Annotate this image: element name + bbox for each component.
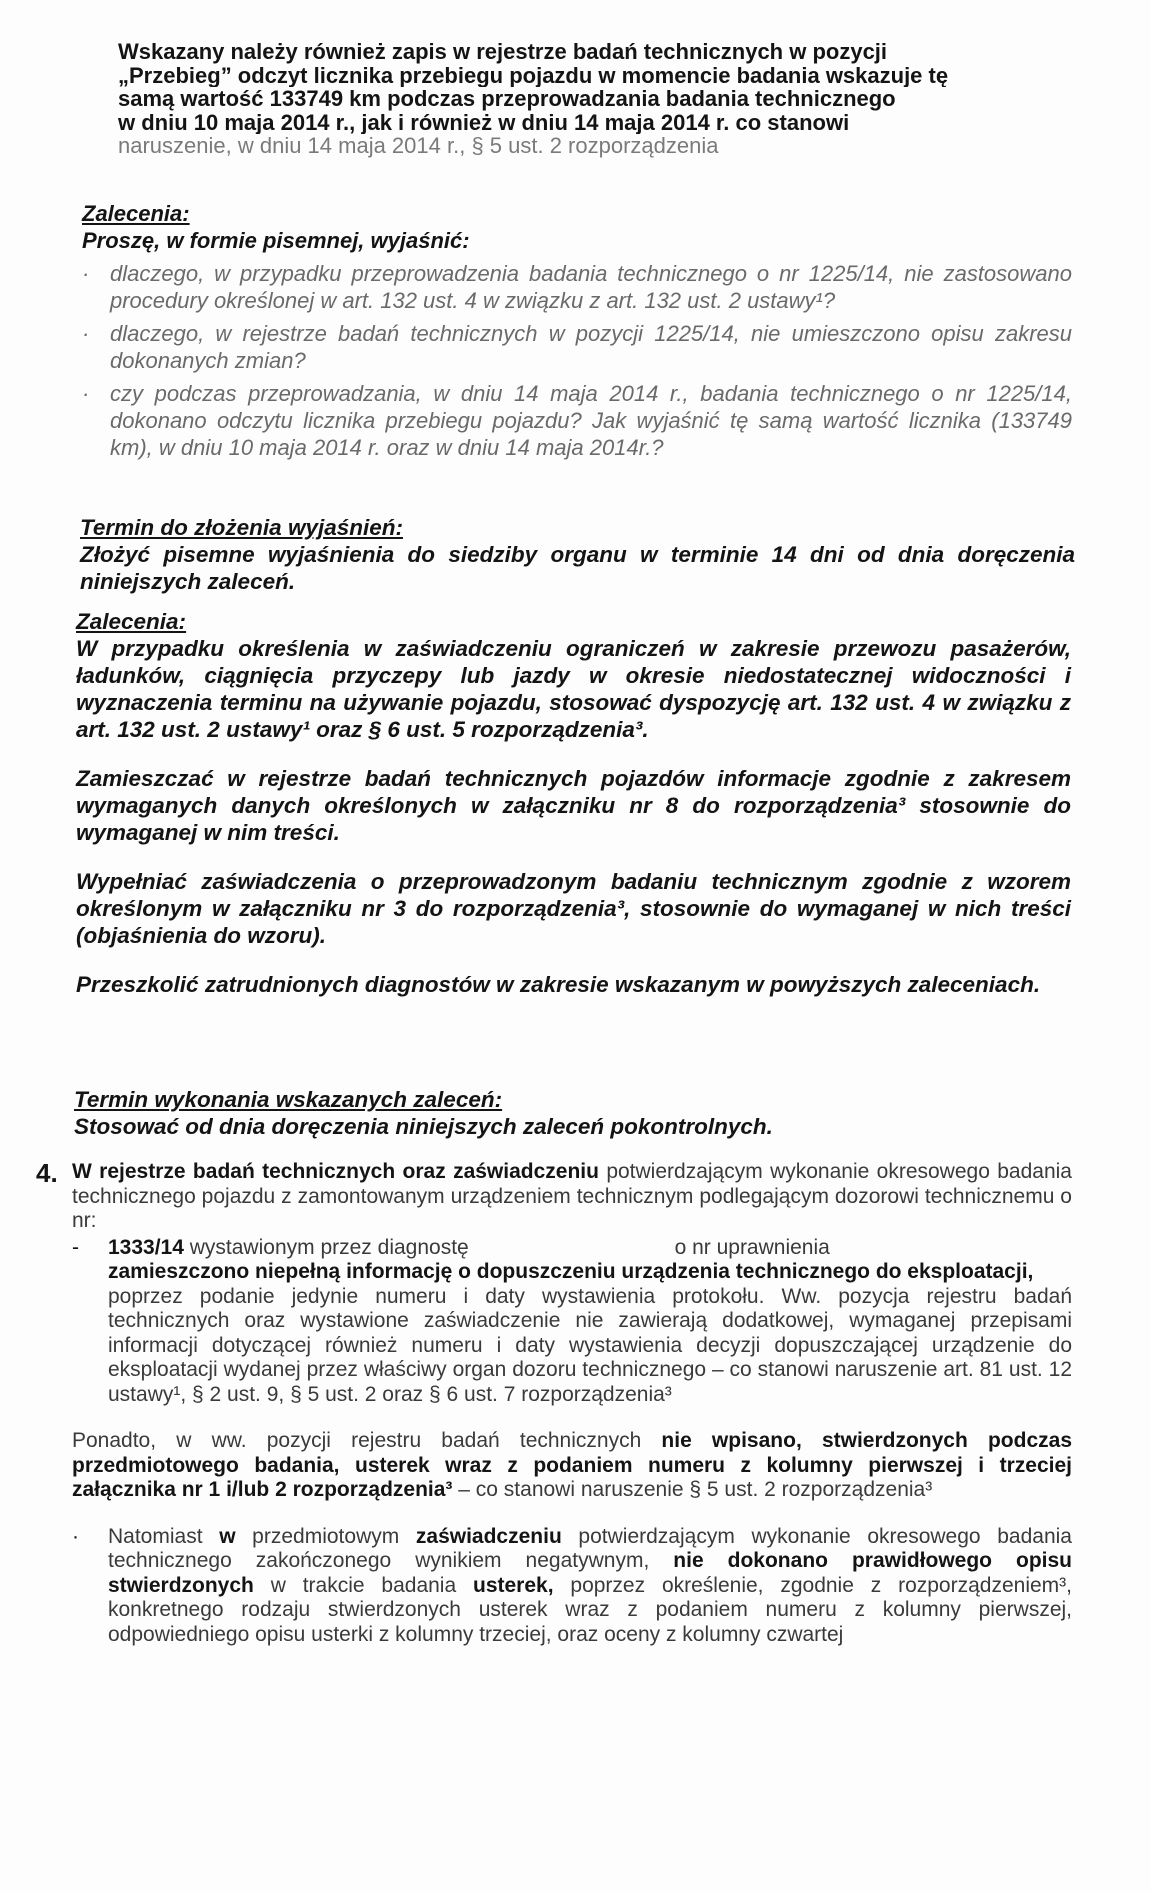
recommendations-1-intro: Proszę, w formie pisemnej, wyjaśnić:	[82, 228, 470, 253]
top-line-1: Wskazany należy również zapis w rejestrze badań technicznych w pozycji	[118, 40, 888, 64]
deadline-implementation-text: Stosować od dnia doręczenia niniejszych zaleceń pokontrolnych.	[74, 1114, 773, 1139]
section-4	[72, 1160, 1072, 1647]
section-4-item	[72, 1236, 1072, 1408]
section-number: 4.	[36, 1158, 58, 1188]
recommendation-question-2: · dlaczego, w rejestrze badań technicznych w pozycji 1225/14, nie umieszczono opisu zakresu dokonanych zmian?	[82, 321, 1072, 373]
recommendations-2	[76, 608, 1071, 998]
section-4-item-tail: poprzez podanie jedynie numeru i daty wystawienia protokołu. Ww. pozycja rejestru badań technicznych oraz wystawione zaświadczenie nie zawierają dodatkowej, wymaganej przepisami informacji dotyczącej również numeru i daty wystawienia decyzji dopuszczającej urządzenie do eksploatacji wydanej przez właściwy organ dozoru technicznego – co stanowi naruszenie art. 81 ust. 12 ustawy¹, § 2 ust. 9, § 5 ust. 2 oraz § 6 ust. 7 rozporządzenia³	[108, 1284, 1072, 1406]
recommendations-1-list	[82, 260, 1072, 461]
inspection-number: 1333/14	[108, 1235, 184, 1259]
p3-b4: usterek,	[473, 1573, 554, 1597]
section-4-item-text	[108, 1236, 1072, 1408]
bullet-icon: ·	[72, 1524, 79, 1548]
section-4-p2-bold: nie wpisano, stwierdzonych podczas przedmiotowego badania, usterek wraz z podaniem numeru z kolumny pierwszej i trzeciej załącznika nr 1 i/lub 2 rozporządzenia³	[72, 1429, 1072, 1501]
section-4-intro	[72, 1160, 1072, 1234]
deadline-explanations-heading: Termin do złożenia wyjaśnień:	[80, 515, 403, 540]
dash-icon: -	[72, 1235, 79, 1259]
bullet-icon: ·	[82, 261, 90, 286]
recommendation-question-1: · dlaczego, w przypadku przeprowadzenia badania technicznego o nr 1225/14, nie zastosowano procedury określonej w art. 132 ust. 4 w związku z art. 132 ust. 2 ustawy¹?	[82, 261, 1072, 313]
bullet-icon: ·	[82, 381, 90, 406]
recommendation-paragraph-4: Przeszkolić zatrudnionych diagnostów w zakresie wskazanym w powyższych zaleceniach.	[76, 972, 1041, 997]
top-line-2: „Przebieg” odczyt licznika przebiegu pojazdu w momencie badania wskazuje tę	[118, 63, 949, 87]
section-4-p2-start: Ponadto, w ww. pozycji rejestru badań technicznych	[72, 1429, 662, 1452]
p3-b1: w	[219, 1524, 236, 1548]
section-4-intro-bold: W rejestrze badań technicznych oraz zaświadczeniu	[72, 1160, 599, 1183]
bullet-icon: ·	[82, 321, 90, 346]
recommendation-paragraph-1: W przypadku określenia w zaświadczeniu ograniczeń w zakresie przewozu pasażerów, ładunków, ciągnięcia przyczepy lub jazdy w okresie niedostatecznej widoczności i wyznaczenia terminu na używanie pojazdu, stosować dyspozycję art. 132 ust. 4 w związku z art. 132 ust. 2 ustawy¹ oraz § 6 ust. 5 rozporządzenia³.	[76, 636, 1071, 742]
p3-c: przedmiotowym	[235, 1524, 416, 1548]
section-4-p2-tail: – co stanowi naruszenie § 5 ust. 2 rozporządzenia³	[452, 1478, 933, 1501]
section-4-item-bold: zamieszczono niepełną informację o dopuszczeniu urządzenia technicznego do eksploatacji,	[108, 1260, 1034, 1283]
deadline-explanations-text: Złożyć pisemne wyjaśnienia do siedziby organu w terminie 14 dni od dnia doręczenia niniejszych zaleceń.	[80, 542, 1075, 594]
recommendations-1-heading: Zalecenia:	[82, 201, 190, 226]
deadline-explanations	[80, 514, 1075, 595]
recommendation-paragraph-3: Wypełniać zaświadczenia o przeprowadzonym badaniu technicznym zgodnie z wzorem określonym w załączniku nr 3 do rozporządzenia³, stosownie do wymaganej w nich treści (objaśnienia do wzoru).	[76, 869, 1071, 948]
top-line-4: w dniu 10 maja 2014 r., jak i również w dniu 14 maja 2014 r. co stanowi	[118, 110, 850, 134]
p3-b3: nie dokonano prawidłowego opisu stwierdzonych	[108, 1549, 1072, 1597]
section-4-item-permission: o nr uprawnienia	[674, 1235, 830, 1259]
recommendation-question-3: · czy podczas przeprowadzania, w dniu 14 maja 2014 r., badania technicznego o nr 1225/14, dokonano odczytu licznika przebiegu pojazdu? Jak wyjaśnić tę samą wartość licznika (133749 km), w dniu 10 maja 2014 r. oraz w dniu 14 maja 2014r.?	[82, 381, 1072, 460]
deadline-implementation-heading: Termin wykonania wskazanych zaleceń:	[74, 1087, 503, 1112]
section-4-intro-rest: potwierdzającym wykonanie okresowego badania technicznego pojazdu z zamontowanym urządzeniem technicznym podlegającym dozorowi technicznemu o nr:	[72, 1160, 1072, 1232]
deadline-implementation	[74, 1086, 1074, 1140]
p3-f: poprzez określenie, zgodnie z rozporządzeniem³, konkretnego rodzaju stwierdzonych usterek wraz z podaniem numeru z kolumny pierwszej, odpowiedniego opisu usterki z kolumny trzeciej, oraz oceny z kolumny czwartej	[108, 1573, 1072, 1646]
section-4-p3-text	[108, 1525, 1072, 1648]
top-paragraph	[118, 40, 1078, 158]
top-line-3: samą wartość 133749 km podczas przeprowadzania badania technicznego	[118, 87, 896, 111]
top-line-5: naruszenie, w dniu 14 maja 2014 r., § 5 ust. 2 rozporządzenia	[118, 134, 719, 158]
recommendations-1	[82, 200, 1072, 461]
p3-d: potwierdzającym wykonanie okresowego badania technicznego zakończonego wynikiem negatywnym,	[108, 1524, 1072, 1572]
p3-e: w trakcie badania	[253, 1573, 473, 1597]
recommendations-2-heading: Zalecenia:	[76, 609, 187, 634]
p3-a: Natomiast	[108, 1524, 220, 1548]
section-4-paragraph-2	[72, 1429, 1072, 1503]
section-4-paragraph-3	[72, 1525, 1072, 1648]
p3-b2: zaświadczeniu	[415, 1524, 562, 1548]
section-4-item-diagnostician: wystawionym przez diagnostę	[183, 1235, 469, 1259]
recommendation-paragraph-2: Zamieszczać w rejestrze badań technicznych pojazdów informacje zgodnie z zakresem wymaganych danych określonych w załączniku nr 8 do rozporządzenia³ stosownie do wymaganej w nim treści.	[76, 766, 1071, 845]
